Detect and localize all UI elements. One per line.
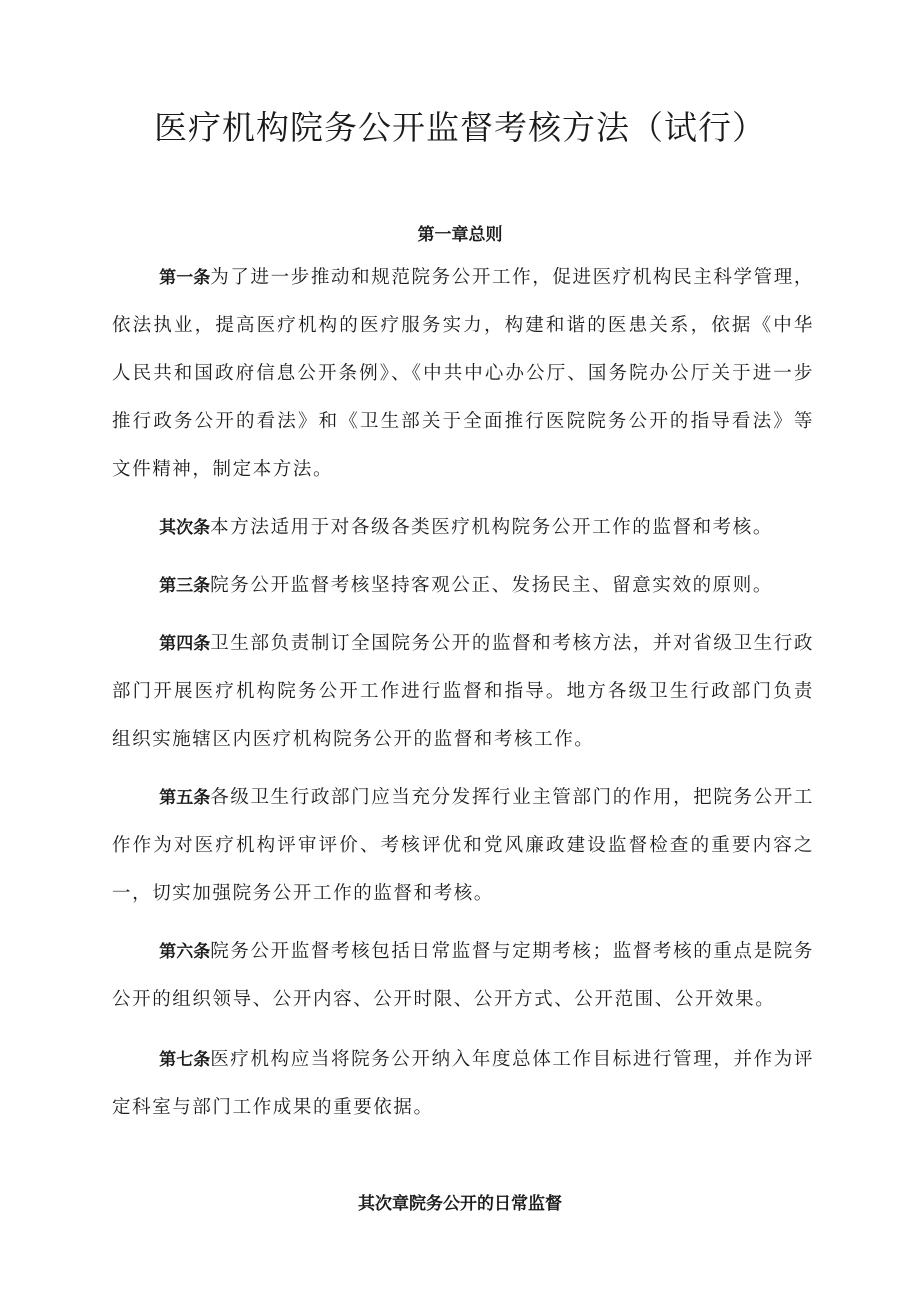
article-paragraph [112,1036,814,1132]
article-paragraph [112,504,814,552]
article-text: 本方法适用于对各级各类医疗机构院务公开工作的监督和考核。 [210,517,773,538]
article-text: 院务公开监督考核坚持客观公正、发扬民主、留意实效的原则。 [210,575,773,596]
article-label: 第一条 [159,268,211,288]
document-title: 医疗机构院务公开监督考核方法（试行） [154,108,766,147]
article-paragraph [112,620,814,764]
article-label: 第七条 [159,1050,211,1070]
article-label: 第三条 [159,576,211,596]
chapter-heading: 第一章总则 [417,225,503,245]
article-label: 第四条 [159,634,211,654]
article-text: 院务公开监督考核包括日常监督与定期考核；监督考核的重点是院务公开的组织领导、公开内容、公开时限、公开方式、公开范围、公开效果。 [112,941,814,1010]
article-paragraph [112,774,814,918]
article-label: 第六条 [159,942,211,962]
article-paragraph [112,928,814,1024]
article-text: 为了进一步推动和规范院务公开工作，促进医疗机构民主科学管理，依法执业，提高医疗机构的医疗服务实力，构建和谐的医患关系，依据《中华人民共和国政府信息公开条例》、《中共中心办公厅、国务院办公厅关于进一步推行政务公开的看法》和《卫生部关于全面推行医院院务公开的指导看法》等文件精神，制定本方法。 [112,267,814,480]
article-text: 各级卫生行政部门应当充分发挥行业主管部门的作用，把院务公开工作作为对医疗机构评审评价、考核评优和党风廉政建设监督检查的重要内容之一，切实加强院务公开工作的监督和考核。 [112,787,814,904]
article-label: 第五条 [159,788,211,808]
article-paragraph [112,254,814,494]
article-paragraph [112,562,814,610]
article-text: 医疗机构应当将院务公开纳入年度总体工作目标进行管理，并作为评定科室与部门工作成果的重要依据。 [112,1049,814,1118]
article-label: 其次条 [159,518,211,538]
document-body [112,254,814,1142]
article-text: 卫生部负责制订全国院务公开的监督和考核方法，并对省级卫生行政部门开展医疗机构院务公开工作进行监督和指导。地方各级卫生行政部门负责组织实施辖区内医疗机构院务公开的监督和考核工作。 [112,633,814,750]
chapter-heading: 其次章院务公开的日常监督 [358,1194,562,1214]
